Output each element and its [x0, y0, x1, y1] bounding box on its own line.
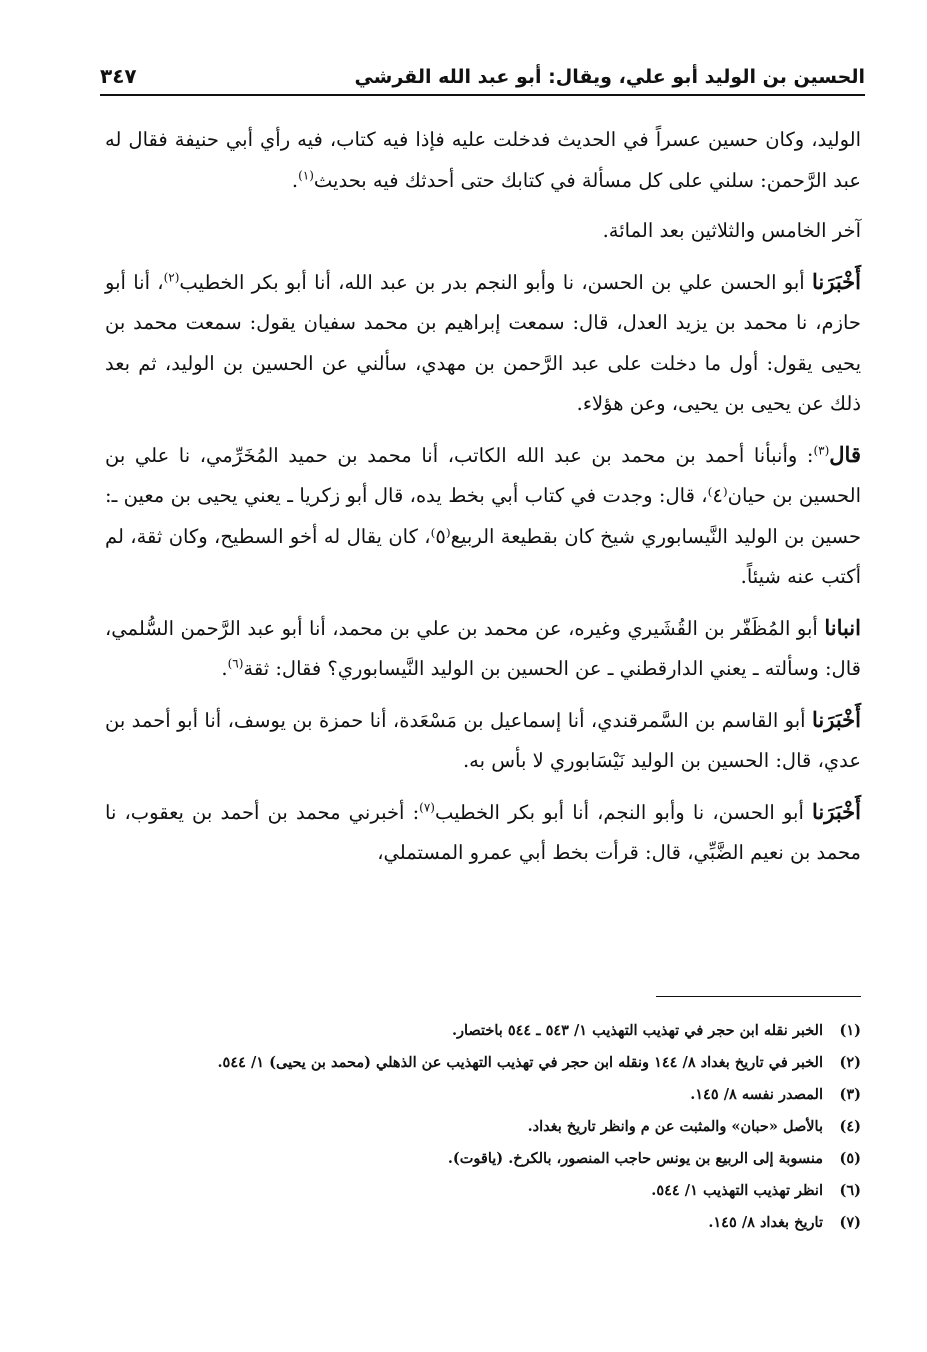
- footnote-number: (٤): [839, 1118, 861, 1135]
- paragraph-tail: ، أنا أبو حازم، نا محمد بن يزيد العدل، قال: سمعت إبراهيم بن محمد سفيان يقول: سمعت محمد بن يحيى يقول: أول ما دخلت على عبد الرَّحمن بن مهدي، سألني عن الحسين بن الوليد، ثم بعد ذلك عن يحيى بن يحيى، وعن هؤلاء.: [105, 270, 861, 415]
- footnote: [105, 1178, 861, 1204]
- paragraph-lead-word: انبانا: [824, 614, 861, 640]
- paragraph: [105, 608, 861, 690]
- footnote-ref: (٣): [813, 443, 830, 457]
- paragraph-text: الوليد، وكان حسين عسراً في الحديث فدخلت عليه فإذا فيه كتاب، فيه رأي أبي حنيفة فقال له عبد الرَّحمن: سلني على كل مسألة في كتابك حتى أحدثك فيه بحديث: [105, 128, 861, 192]
- paragraph-lead-word: أَخْبَرَنا: [812, 706, 861, 732]
- paragraph-text: آخر الخامس والثلاثين بعد المائة.: [602, 219, 861, 242]
- footnote-number: (٦): [839, 1182, 861, 1199]
- footnote-text: منسوبة إلى الربيع بن يونس حاجب المنصور، بالكرخ. (ياقوت).: [447, 1150, 823, 1167]
- footnote: [105, 1114, 861, 1140]
- footnote: [105, 1082, 861, 1108]
- paragraph-text: أبو الحسن علي بن الحسن، نا وأبو النجم بدر بن عبد الله، أنا أبو بكر الخطيب: [179, 270, 813, 294]
- footnote: [105, 1018, 861, 1044]
- footnote-number: (٢): [839, 1054, 861, 1071]
- paragraph-lead-word: أَخْبَرَنا: [812, 798, 861, 824]
- paragraph: [105, 211, 861, 252]
- paragraph-text: أبو الحسن، نا وأبو النجم، أنا أبو بكر الخطيب: [434, 800, 812, 824]
- running-title: الحسين بن الوليد أبو علي، ويقال: أبو عبد الله القرشي: [354, 66, 865, 88]
- footnote-text: الخبر نقله ابن حجر في تهذيب التهذيب ١/ ٥٤٣ ـ ٥٤٤ باختصار.: [451, 1022, 823, 1039]
- paragraph-tail: : أخبرني محمد بن أحمد بن يعقوب، نا محمد بن نعيم الضَّبِّي، قال: قرأت بخط أبي عمرو المستملي،: [105, 800, 861, 864]
- footnote-text: الخبر في تاريخ بغداد ٨/ ١٤٤ ونقله ابن حجر في تهذيب التهذيب عن الذهلي (محمد بن يحيى) ١/ ٥٤٤.: [217, 1054, 823, 1071]
- paragraph-text: أبو المُظَفّر بن القُشَيري وغيره، عن محمد بن علي بن محمد، أنا أبو عبد الرَّحمن السُّلمي، قال: وسألته ـ يعني الدارقطني ـ عن الحسين بن الوليد النَّيسابوري؟ فقال: ثقة: [105, 616, 861, 680]
- paragraph-tail: .: [291, 168, 299, 192]
- paragraph-lead-word: أَخْبَرَنا: [812, 268, 861, 294]
- paragraph: [105, 262, 861, 425]
- footnote-separator: [656, 996, 861, 997]
- footnote: [105, 1146, 861, 1172]
- page-header: [100, 58, 865, 96]
- footnote-ref: (١): [298, 168, 314, 182]
- footnote-ref: (٧): [419, 800, 435, 814]
- footnote-number: (١): [839, 1022, 861, 1039]
- paragraph-lead-word: قال: [829, 441, 861, 467]
- paragraph-text: أبو القاسم بن السَّمرقندي، أنا إسماعيل بن مَسْعَدة، أنا حمزة بن يوسف، أنا أبو أحمد بن عدي، قال: الحسين بن الوليد نَيْسَابوري لا بأس به.: [105, 708, 861, 772]
- footnote-text: بالأصل «حبان» والمثبت عن م وانظر تاريخ بغداد.: [527, 1118, 823, 1135]
- paragraph-tail: : وأنبأنا أحمد بن محمد بن عبد الله الكاتب، أنا محمد بن حميد المُخَرِّمي، نا علي بن الحسين بن حيان⁽٤⁾، قال: وجدت في كتاب أبي بخط يده، قال أبو زكريا ـ يعني يحيى بن معين ـ: حسين بن الوليد النَّيسابوري شيخ كان بقطيعة الربيع⁽٥⁾، كان يقال له أخو السطيح، وكان ثقة، لم أكتب عنه شيئاً.: [105, 443, 862, 588]
- footnote-number: (٥): [839, 1150, 861, 1167]
- footnote-number: (٧): [839, 1214, 861, 1231]
- paragraph: [105, 120, 861, 201]
- footnote-ref: (٢): [163, 270, 180, 284]
- paragraph: [105, 435, 861, 598]
- paragraph: [105, 792, 861, 874]
- footnote-text: انظر تهذيب التهذيب ١/ ٥٤٤.: [651, 1182, 823, 1199]
- footnote-text: المصدر نفسه ٨/ ١٤٥.: [690, 1086, 823, 1103]
- page-number: ٣٤٧: [100, 64, 137, 88]
- footnote: [105, 1050, 861, 1076]
- paragraph: [105, 700, 861, 782]
- footnote-ref: (٦): [227, 656, 244, 671]
- footnotes: [105, 1018, 861, 1242]
- main-text: [105, 120, 861, 878]
- footnote: [105, 1210, 861, 1236]
- paragraph-tail: .: [221, 657, 228, 680]
- footnote-number: (٣): [839, 1086, 861, 1103]
- footnote-text: تاريخ بغداد ٨/ ١٤٥.: [708, 1214, 823, 1231]
